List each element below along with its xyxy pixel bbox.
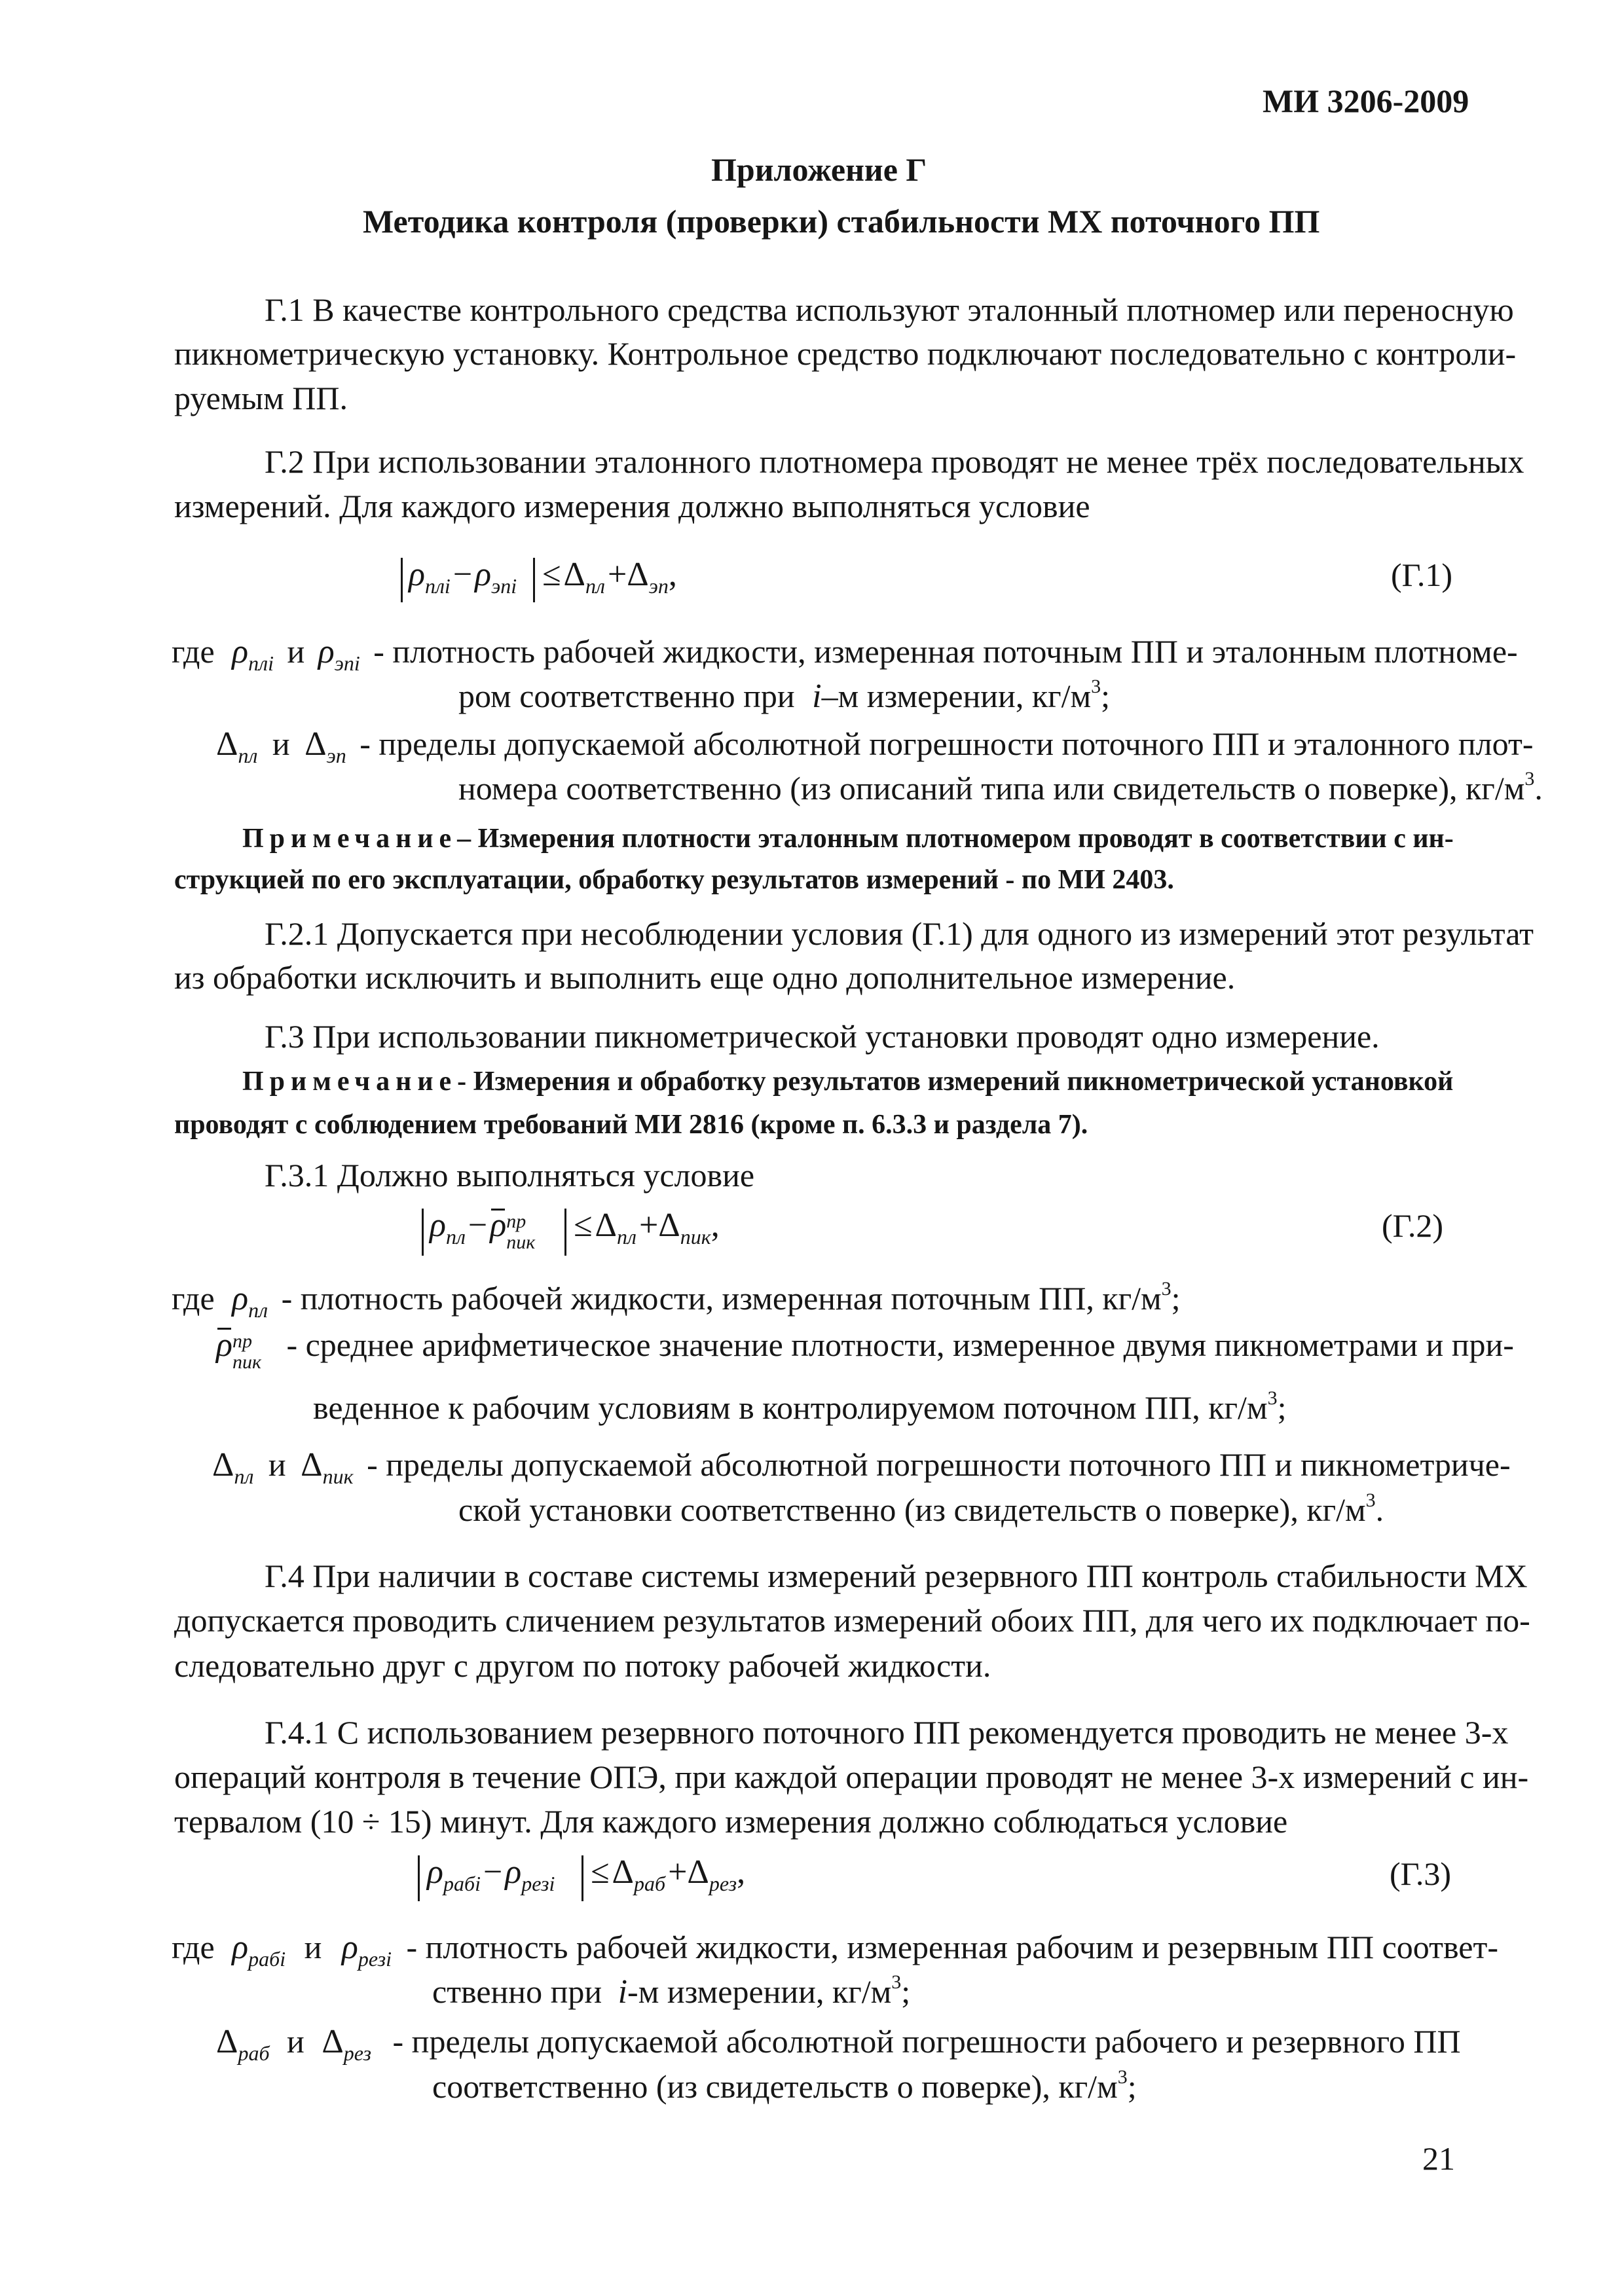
- where1-line2: ром соответственно при i–м измерении, $кг/м^3$;: [458, 676, 1111, 715]
- formula-g2-expression: ρпл − ρ пр пик: [430, 1207, 536, 1253]
- paragraph-g1-line3: руемым ПП.: [174, 380, 348, 416]
- paragraph-g31-line1: Г.3.1 Должно выполняться условие: [265, 1157, 755, 1194]
- abs-bar-left: [418, 1855, 420, 1901]
- note2-line2: проводят с соблюдением требований МИ 2816 (кроме п. 6.3.3 и раздела 7).: [174, 1110, 1088, 1140]
- document-code: МИ 3206-2009: [1263, 82, 1469, 119]
- paragraph-g2-line2: измерений. Для каждого измерения должно выполняться условие: [174, 488, 1090, 524]
- abs-bar-right: [533, 558, 535, 602]
- paragraph-g1-line1: Г.1 В качестве контрольного средства используют эталонный плотномер или переносную: [265, 291, 1514, 328]
- formula-g2-rhs: ≤ Δпл +Δпик,: [574, 1207, 720, 1248]
- formula-g1-number: (Г.1): [1391, 556, 1453, 593]
- appendix-heading: Методика контроля (проверки) стабильности МХ поточного ПП: [363, 203, 1320, 240]
- paragraph-g4-line2: допускается проводить сличением результатов измерений обоих ПП, для чего их подключает по-: [174, 1602, 1530, 1639]
- formula-g2-number: (Г.2): [1382, 1207, 1444, 1244]
- paragraph-g4-line3: следовательно друг с другом по потоку рабочей жидкости.: [174, 1647, 991, 1684]
- appendix-title: Приложение Г: [711, 151, 927, 188]
- paragraph-g3-line1: Г.3 При использовании пикнометрической установки проводят одно измерение.: [265, 1018, 1380, 1055]
- where3-line4: соответственно (из свидетельств о поверке), $кг/м^3$;: [432, 2066, 1137, 2105]
- paragraph-g21-line1: Г.2.1 Допускается при несоблюдении условия (Г.1) для одного из измерений этот результат: [265, 915, 1534, 952]
- where1-line1: где $\rho_{плi}$ и $\rho_{эпi}$ - плотность рабочей жидкости, измеренная поточным ПП и эталонным плотноме-: [172, 633, 1518, 675]
- formula-g3-number: (Г.3): [1390, 1855, 1452, 1892]
- where2-line4: $\Delta_{пл}$ и $\Delta_{пик}$ - пределы допускаемой абсолютной погрешности поточного ПП и пикнометриче-: [212, 1446, 1511, 1488]
- where2-line5: ской установки соответственно (из свидетельств о поверке), $кг/м^3$.: [458, 1489, 1384, 1528]
- where3-line3: $\Delta_{раб}$ и $\Delta_{рез}$ - пределы допускаемой абсолютной погрешности рабочего и резервного ПП: [216, 2023, 1461, 2065]
- formula-g1-expression: ρплi − ρэпi: [409, 556, 517, 598]
- where2-line2: ρ пр пик - среднее арифметическое значение плотности, измеренное двумя пикнометрами и при-: [216, 1326, 1514, 1373]
- where1-line3: $\Delta_{пл}$ и $\Delta_{эп}$ - пределы допускаемой абсолютной погрешности поточного ПП и эталонного плот-: [216, 725, 1534, 767]
- where3-line1: где $\rho_{рабi}$ и $\rho_{резi}$ - плотность рабочей жидкости, измеренная рабочим и резервным ПП соответ-: [172, 1929, 1499, 1971]
- paragraph-g4-line1: Г.4 При наличии в составе системы измерений резервного ПП контроль стабильности МХ: [265, 1558, 1528, 1594]
- abs-bar-right: [564, 1209, 566, 1256]
- formula-g3-expression: ρрабi − ρрезi: [427, 1853, 555, 1895]
- paragraph-g1-line2: пикнометрическую установку. Контрольное средство подключают последовательно с контроли-: [174, 335, 1517, 372]
- note1-line2: струкцией по его эксплуатации, обработку результатов измерений - по МИ 2403.: [174, 865, 1174, 895]
- paragraph-g2-line1: Г.2 При использовании эталонного плотномера проводят не менее трёх последовательных: [265, 443, 1524, 480]
- note2-line1: Примечание- Измерения и обработку результатов измерений пикнометрической установкой: [242, 1066, 1454, 1097]
- note1-line1: Примечание– Измерения плотности эталонным плотномером проводят в соответствии с ин-: [242, 824, 1454, 854]
- paragraph-g41-line1: Г.4.1 С использованием резервного поточного ПП рекомендуется проводить не менее 3-х: [265, 1714, 1509, 1751]
- abs-bar-right: [581, 1855, 583, 1901]
- where3-line2: ственно при i-м измерении, $кг/м^3$;: [432, 1971, 911, 2011]
- formula-g1-rhs: ≤ Δпл +Δэп,: [542, 556, 677, 598]
- where1-line4: номера соответственно (из описаний типа или свидетельств о поверке), $кг/м^3$.: [458, 768, 1543, 807]
- abs-bar-left: [401, 558, 403, 602]
- page-number: 21: [1422, 2140, 1455, 2177]
- paragraph-g21-line2: из обработки исключить и выполнить еще одно дополнительное измерение.: [174, 959, 1236, 996]
- where2-line1: где $\rho_{пл}$ - плотность рабочей жидкости, измеренная поточным ПП, $кг/м^3$;: [172, 1278, 1181, 1322]
- where2-line3: веденное к рабочим условиям в контролируемом поточном ПП, $кг/м^3$;: [313, 1387, 1287, 1426]
- paragraph-g41-line3: тервалом (10 ÷ 15) минут. Для каждого измерения должно соблюдаться условие: [174, 1803, 1288, 1840]
- abs-bar-left: [422, 1209, 424, 1256]
- paragraph-g41-line2: операций контроля в течение ОПЭ, при каждой операции проводят не менее 3-х измерений с ин-: [174, 1758, 1529, 1795]
- formula-g3-rhs: ≤ Δраб +Δрез,: [591, 1853, 746, 1895]
